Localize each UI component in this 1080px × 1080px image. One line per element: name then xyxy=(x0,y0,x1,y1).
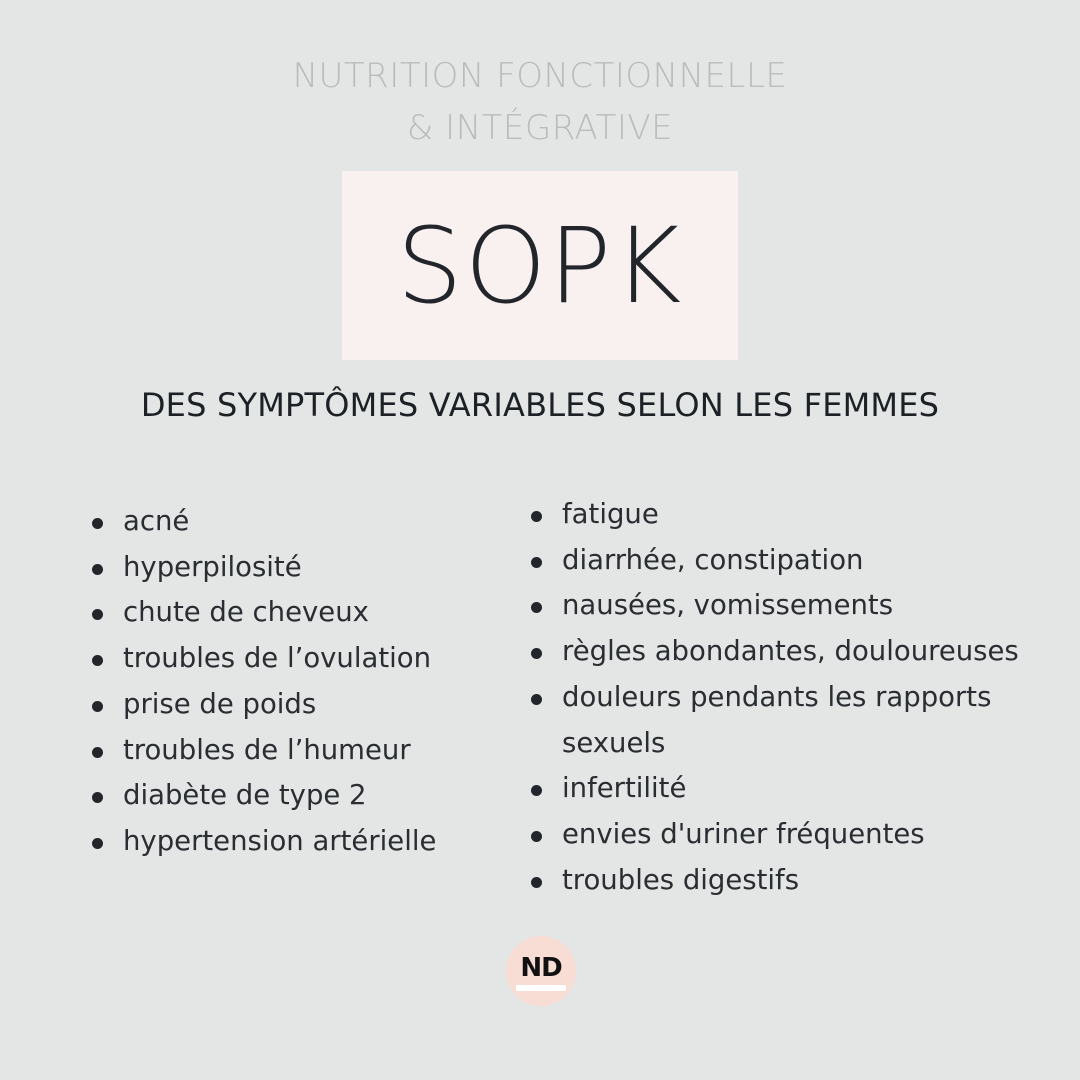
list-item: douleurs pendants les rapports sexuels xyxy=(531,675,1022,766)
list-item: troubles digestifs xyxy=(531,858,1022,904)
kicker-line-2: & INTÉGRATIVE xyxy=(406,108,674,148)
symptom-list-left xyxy=(92,499,436,865)
logo-mark: ND xyxy=(520,953,562,983)
symptom-list-right xyxy=(531,492,1022,903)
list-item: fatigue xyxy=(531,492,1022,538)
kicker-line-1: NUTRITION FONCTIONNELLE xyxy=(292,56,788,96)
list-item: acné xyxy=(92,499,436,545)
list-item: troubles de l’ovulation xyxy=(92,636,436,682)
list-item: chute de cheveux xyxy=(92,590,436,636)
subtitle: DES SYMPTÔMES VARIABLES SELON LES FEMMES xyxy=(140,386,940,424)
page-title: SOPK xyxy=(396,204,684,327)
list-item: prise de poids xyxy=(92,682,436,728)
title-box xyxy=(342,171,738,360)
list-item: nausées, vomissements xyxy=(531,583,1022,629)
nd-logo xyxy=(506,936,576,1006)
list-item: envies d'uriner fréquentes xyxy=(531,812,1022,858)
list-item: diarrhée, constipation xyxy=(531,538,1022,584)
list-item: diabète de type 2 xyxy=(92,773,436,819)
list-item: troubles de l’humeur xyxy=(92,728,436,774)
list-item: règles abondantes, douloureuses xyxy=(531,629,1022,675)
list-item: infertilité xyxy=(531,766,1022,812)
list-item: hypertension artérielle xyxy=(92,819,436,865)
list-item: hyperpilosité xyxy=(92,545,436,591)
logo-underline xyxy=(516,985,566,991)
